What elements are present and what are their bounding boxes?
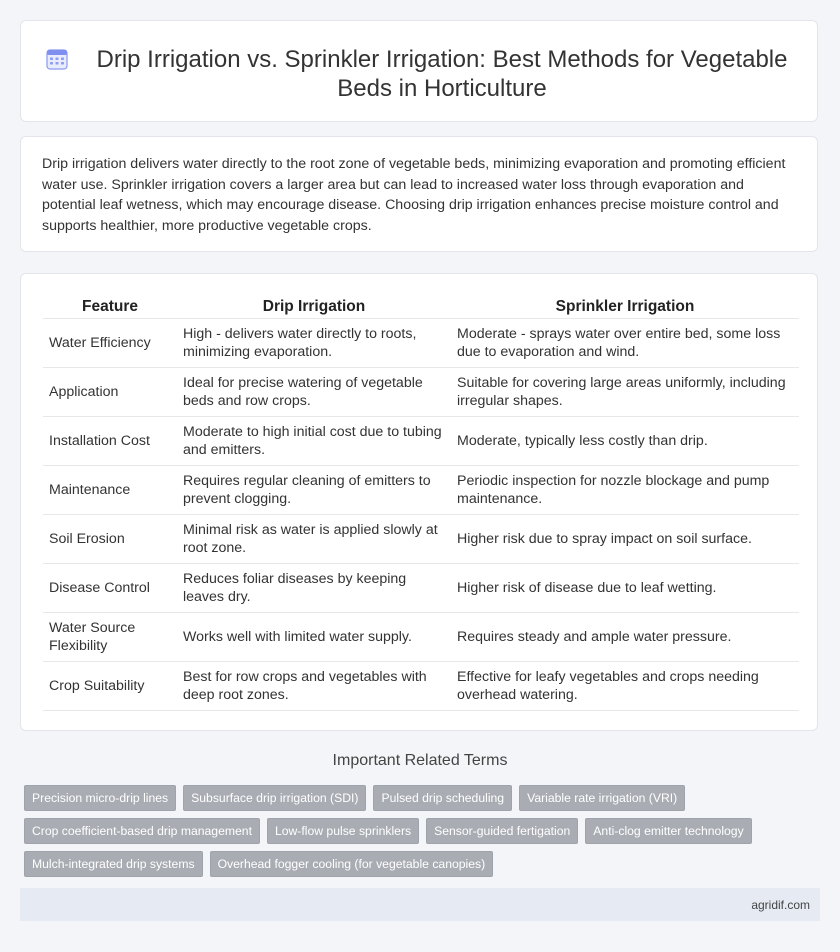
feature-cell: Soil Erosion [43,515,177,564]
comparison-table [43,296,799,711]
drip-cell: Moderate to high initial cost due to tubing and emitters. [177,417,451,466]
sprinkler-cell: Requires steady and ample water pressure. [451,613,799,662]
drip-cell: Ideal for precise watering of vegetable beds and row crops. [177,368,451,417]
feature-cell: Water Efficiency [43,319,177,368]
drip-cell: Minimal risk as water is applied slowly at root zone. [177,515,451,564]
sprinkler-cell: Periodic inspection for nozzle blockage and pump maintenance. [451,466,799,515]
drip-cell: Requires regular cleaning of emitters to prevent clogging. [177,466,451,515]
footer-site-link[interactable]: agridif.com [751,898,810,912]
feature-cell: Application [43,368,177,417]
feature-cell: Maintenance [43,466,177,515]
drip-cell: Reduces foliar diseases by keeping leaves dry. [177,564,451,613]
drip-cell: High - delivers water directly to roots, minimizing evaporation. [177,319,451,368]
table-row [43,466,799,515]
header-feature: Feature [43,296,177,319]
related-term-tag[interactable]: Mulch-integrated drip systems [24,851,203,877]
related-term-tag[interactable]: Sensor-guided fertigation [426,818,578,844]
header-sprinkler: Sprinkler Irrigation [451,296,799,319]
table-row [43,662,799,711]
table-row [43,417,799,466]
related-term-tag[interactable]: Anti-clog emitter technology [585,818,751,844]
title-card [20,20,818,122]
related-term-tag[interactable]: Variable rate irrigation (VRI) [519,785,685,811]
table-row [43,613,799,662]
feature-cell: Crop Suitability [43,662,177,711]
sprinkler-cell: Effective for leafy vegetables and crops needing overhead watering. [451,662,799,711]
table-row [43,319,799,368]
related-term-tag[interactable]: Precision micro-drip lines [24,785,176,811]
table-row [43,368,799,417]
related-terms-list [24,785,794,877]
related-term-tag[interactable]: Overhead fogger cooling (for vegetable canopies) [210,851,494,877]
footer-bar [20,888,820,921]
sprinkler-cell: Higher risk due to spray impact on soil surface. [451,515,799,564]
related-term-tag[interactable]: Subsurface drip irrigation (SDI) [183,785,366,811]
table-row [43,515,799,564]
page-title: Drip Irrigation vs. Sprinkler Irrigation: Best Methods for Vegetable Beds in Horticulture [96,46,788,102]
comparison-table-card [20,273,818,731]
intro-card [20,136,818,252]
related-term-tag[interactable]: Pulsed drip scheduling [373,785,512,811]
feature-cell: Disease Control [43,564,177,613]
related-term-tag[interactable]: Crop coefficient-based drip management [24,818,260,844]
intro-text: Drip irrigation delivers water directly to the root zone of vegetable beds, minimizing evaporation and promoting efficient water use. Sprinkler irrigation covers a larger area but can lead to increased water loss through evaporation and potential leaf wetness, which may encourage disease. Choosing drip irrigation enhances precise moisture control and supports healthier, more productive vegetable crops. [42,156,786,234]
table-header-row [43,296,799,319]
drip-cell: Best for row crops and vegetables with deep root zones. [177,662,451,711]
drip-cell: Works well with limited water supply. [177,613,451,662]
related-terms-heading: Important Related Terms [332,752,508,769]
sprinkler-cell: Moderate - sprays water over entire bed, some loss due to evaporation and wind. [451,319,799,368]
table-row [43,564,799,613]
feature-cell: Water Source Flexibility [43,613,177,662]
feature-cell: Installation Cost [43,417,177,466]
sprinkler-cell: Higher risk of disease due to leaf wetting. [451,564,799,613]
related-term-tag[interactable]: Low-flow pulse sprinklers [267,818,419,844]
sprinkler-cell: Moderate, typically less costly than drip. [451,417,799,466]
header-drip: Drip Irrigation [177,296,451,319]
sprinkler-cell: Suitable for covering large areas uniformly, including irregular shapes. [451,368,799,417]
